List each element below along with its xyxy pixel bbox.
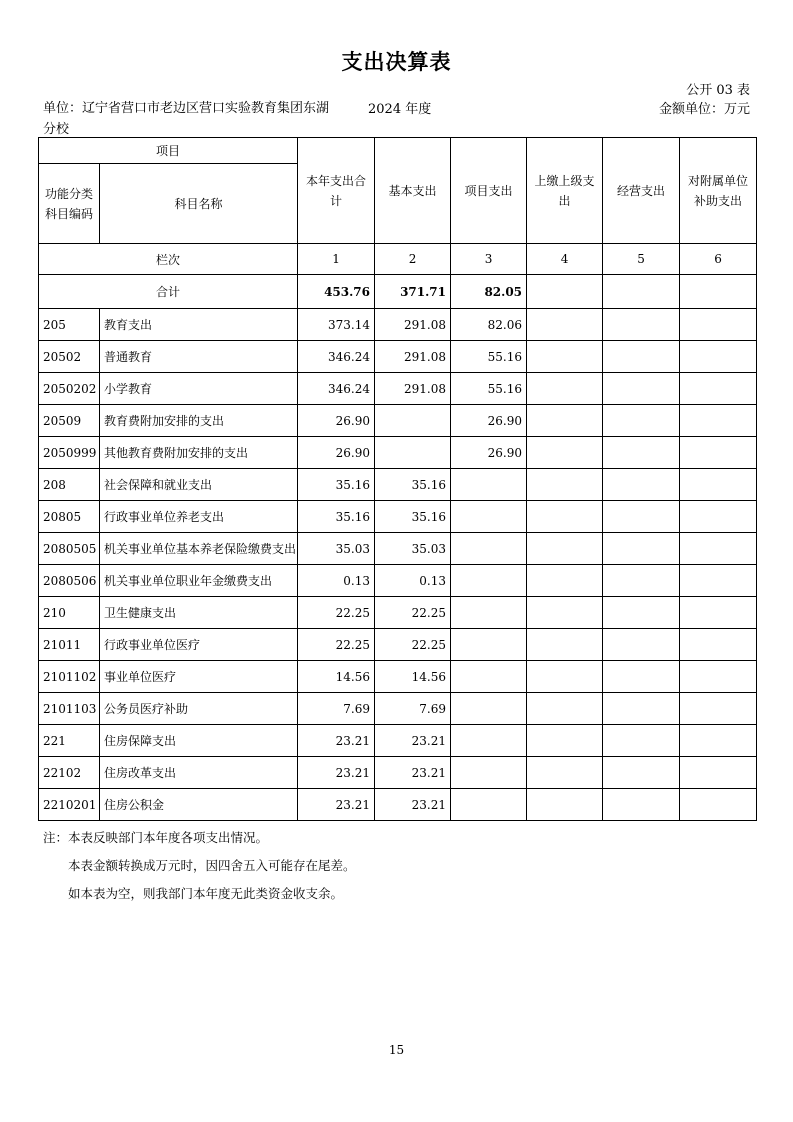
amount-cell xyxy=(680,533,757,565)
amount-cell xyxy=(527,725,603,757)
amount-cell xyxy=(527,373,603,405)
amount-cell: 23.21 xyxy=(298,757,375,789)
amount-cell xyxy=(680,437,757,469)
amount-cell xyxy=(680,565,757,597)
amount-cell: 373.14 xyxy=(298,309,375,341)
subject-code: 221 xyxy=(39,725,100,757)
amount-cell: 55.16 xyxy=(451,373,527,405)
amount-cell xyxy=(527,789,603,821)
table-row xyxy=(39,565,757,597)
table-row xyxy=(39,501,757,533)
amount-cell xyxy=(680,629,757,661)
col-index: 2 xyxy=(375,244,451,275)
subject-name: 公务员医疗补助 xyxy=(100,693,298,725)
amount-cell: 26.90 xyxy=(451,437,527,469)
amount-cell xyxy=(680,341,757,373)
subject-code: 2080506 xyxy=(39,565,100,597)
table-row xyxy=(39,597,757,629)
table-row xyxy=(39,341,757,373)
header-col3: 项目支出 xyxy=(451,138,527,244)
subject-code: 208 xyxy=(39,469,100,501)
subject-code: 210 xyxy=(39,597,100,629)
note-line: 如本表为空，则我部门本年度无此类资金收支余。 xyxy=(68,886,344,901)
amount-cell xyxy=(680,501,757,533)
col-index: 1 xyxy=(298,244,375,275)
amount-cell: 291.08 xyxy=(375,309,451,341)
subject-name: 住房公积金 xyxy=(100,789,298,821)
amount-cell: 35.16 xyxy=(375,469,451,501)
amount-cell xyxy=(603,725,680,757)
amount-cell xyxy=(527,629,603,661)
amount-cell: 35.03 xyxy=(298,533,375,565)
money-unit-label: 金额单位：万元 xyxy=(658,102,750,117)
amount-cell xyxy=(527,533,603,565)
total-cell xyxy=(527,275,603,309)
header-project: 项目 xyxy=(39,138,298,164)
amount-cell xyxy=(603,309,680,341)
table-row xyxy=(39,725,757,757)
amount-cell xyxy=(451,725,527,757)
amount-cell xyxy=(603,693,680,725)
amount-cell: 22.25 xyxy=(375,597,451,629)
col-index: 6 xyxy=(680,244,757,275)
subject-name: 教育费附加安排的支出 xyxy=(100,405,298,437)
amount-cell: 23.21 xyxy=(375,789,451,821)
subject-code: 2210201 xyxy=(39,789,100,821)
amount-cell xyxy=(603,501,680,533)
amount-cell: 26.90 xyxy=(298,405,375,437)
header-subject-name: 科目名称 xyxy=(100,164,298,244)
total-label: 合计 xyxy=(39,275,298,309)
amount-cell xyxy=(527,405,603,437)
header-col6: 对附属单位补助支出 xyxy=(680,138,757,244)
amount-cell: 22.25 xyxy=(298,629,375,661)
amount-cell xyxy=(527,501,603,533)
amount-cell: 291.08 xyxy=(375,341,451,373)
amount-cell: 346.24 xyxy=(298,373,375,405)
amount-cell: 14.56 xyxy=(298,661,375,693)
amount-cell xyxy=(451,661,527,693)
amount-cell: 14.56 xyxy=(375,661,451,693)
col-index: 4 xyxy=(527,244,603,275)
amount-cell xyxy=(375,405,451,437)
amount-cell: 0.13 xyxy=(298,565,375,597)
amount-cell xyxy=(451,533,527,565)
amount-cell xyxy=(680,725,757,757)
amount-cell xyxy=(680,309,757,341)
amount-cell: 22.25 xyxy=(375,629,451,661)
amount-cell xyxy=(603,533,680,565)
page-number: 15 xyxy=(388,1043,405,1057)
header-row-index: 栏次 xyxy=(39,244,298,275)
amount-cell xyxy=(603,757,680,789)
subject-code: 205 xyxy=(39,309,100,341)
amount-cell xyxy=(680,789,757,821)
table-row xyxy=(39,437,757,469)
subject-name: 行政事业单位医疗 xyxy=(100,629,298,661)
total-cell: 453.76 xyxy=(298,275,375,309)
amount-cell xyxy=(451,501,527,533)
table-row xyxy=(39,693,757,725)
amount-cell xyxy=(527,469,603,501)
header-func-code: 功能分类科目编码 xyxy=(39,164,100,244)
amount-cell xyxy=(603,469,680,501)
table-row xyxy=(39,661,757,693)
subject-name: 教育支出 xyxy=(100,309,298,341)
amount-cell xyxy=(603,341,680,373)
amount-cell: 23.21 xyxy=(298,789,375,821)
col-index: 3 xyxy=(451,244,527,275)
amount-cell xyxy=(451,789,527,821)
year-label: 2024 年度 xyxy=(368,102,432,117)
amount-cell: 26.90 xyxy=(451,405,527,437)
total-cell xyxy=(680,275,757,309)
header-col2: 基本支出 xyxy=(375,138,451,244)
amount-cell xyxy=(375,437,451,469)
amount-cell xyxy=(451,693,527,725)
subject-code: 21011 xyxy=(39,629,100,661)
amount-cell xyxy=(680,597,757,629)
amount-cell xyxy=(527,437,603,469)
amount-cell xyxy=(603,373,680,405)
subject-name: 其他教育费附加安排的支出 xyxy=(100,437,298,469)
amount-cell: 23.21 xyxy=(375,757,451,789)
amount-cell xyxy=(680,405,757,437)
subject-code: 20509 xyxy=(39,405,100,437)
amount-cell: 23.21 xyxy=(375,725,451,757)
subject-name: 小学教育 xyxy=(100,373,298,405)
note-line: 本表金额转换成万元时，因四舍五入可能存在尾差。 xyxy=(68,858,356,873)
amount-cell xyxy=(451,565,527,597)
table-row xyxy=(39,309,757,341)
amount-cell: 346.24 xyxy=(298,341,375,373)
amount-cell: 55.16 xyxy=(451,341,527,373)
amount-cell xyxy=(527,597,603,629)
header-col4: 上缴上级支出 xyxy=(527,138,603,244)
table-row xyxy=(39,789,757,821)
amount-cell xyxy=(603,405,680,437)
amount-cell xyxy=(527,341,603,373)
header-col5: 经营支出 xyxy=(603,138,680,244)
amount-cell: 35.03 xyxy=(375,533,451,565)
amount-cell xyxy=(603,661,680,693)
amount-cell: 35.16 xyxy=(375,501,451,533)
subject-code: 2080505 xyxy=(39,533,100,565)
subject-code: 2050202 xyxy=(39,373,100,405)
amount-cell: 7.69 xyxy=(375,693,451,725)
amount-cell xyxy=(680,693,757,725)
subject-code: 22102 xyxy=(39,757,100,789)
page-title: 支出决算表 xyxy=(341,50,452,74)
subject-code: 2101103 xyxy=(39,693,100,725)
subject-name: 行政事业单位养老支出 xyxy=(100,501,298,533)
amount-cell xyxy=(680,661,757,693)
amount-cell xyxy=(603,629,680,661)
amount-cell xyxy=(527,757,603,789)
total-cell: 371.71 xyxy=(375,275,451,309)
amount-cell xyxy=(680,373,757,405)
subject-name: 住房保障支出 xyxy=(100,725,298,757)
subject-name: 住房改革支出 xyxy=(100,757,298,789)
amount-cell: 7.69 xyxy=(298,693,375,725)
col-index: 5 xyxy=(603,244,680,275)
amount-cell: 26.90 xyxy=(298,437,375,469)
table-row xyxy=(39,373,757,405)
subject-code: 2050999 xyxy=(39,437,100,469)
table-row xyxy=(39,405,757,437)
subject-code: 20502 xyxy=(39,341,100,373)
amount-cell: 23.21 xyxy=(298,725,375,757)
subject-name: 社会保障和就业支出 xyxy=(100,469,298,501)
amount-cell xyxy=(527,661,603,693)
amount-cell xyxy=(451,597,527,629)
amount-cell xyxy=(603,565,680,597)
table-row xyxy=(39,533,757,565)
amount-cell: 22.25 xyxy=(298,597,375,629)
amount-cell xyxy=(680,757,757,789)
amount-cell: 0.13 xyxy=(375,565,451,597)
amount-cell xyxy=(451,469,527,501)
subject-name: 普通教育 xyxy=(100,341,298,373)
amount-cell xyxy=(603,789,680,821)
subject-code: 20805 xyxy=(39,501,100,533)
expenditure-table xyxy=(38,137,757,821)
amount-cell: 291.08 xyxy=(375,373,451,405)
subject-code: 2101102 xyxy=(39,661,100,693)
subject-name: 机关事业单位职业年金缴费支出 xyxy=(100,565,298,597)
amount-cell: 82.06 xyxy=(451,309,527,341)
unit-label: 单位：辽宁省营口市老边区营口实验教育集团东湖分校 xyxy=(43,101,330,137)
total-cell: 82.05 xyxy=(451,275,527,309)
amount-cell xyxy=(451,757,527,789)
table-row xyxy=(39,629,757,661)
table-row xyxy=(39,469,757,501)
amount-cell: 35.16 xyxy=(298,469,375,501)
header-col1: 本年支出合计 xyxy=(298,138,375,244)
amount-cell: 35.16 xyxy=(298,501,375,533)
amount-cell xyxy=(680,469,757,501)
total-cell xyxy=(603,275,680,309)
amount-cell xyxy=(451,629,527,661)
amount-cell xyxy=(527,309,603,341)
table-row xyxy=(39,757,757,789)
amount-cell xyxy=(603,597,680,629)
subject-name: 卫生健康支出 xyxy=(100,597,298,629)
subject-name: 事业单位医疗 xyxy=(100,661,298,693)
amount-cell xyxy=(527,693,603,725)
amount-cell xyxy=(603,437,680,469)
note-line: 注：本表反映部门本年度各项支出情况。 xyxy=(43,830,269,845)
subject-name: 机关事业单位基本养老保险缴费支出 xyxy=(100,533,298,565)
amount-cell xyxy=(527,565,603,597)
form-number: 公开 03 表 xyxy=(686,83,750,98)
